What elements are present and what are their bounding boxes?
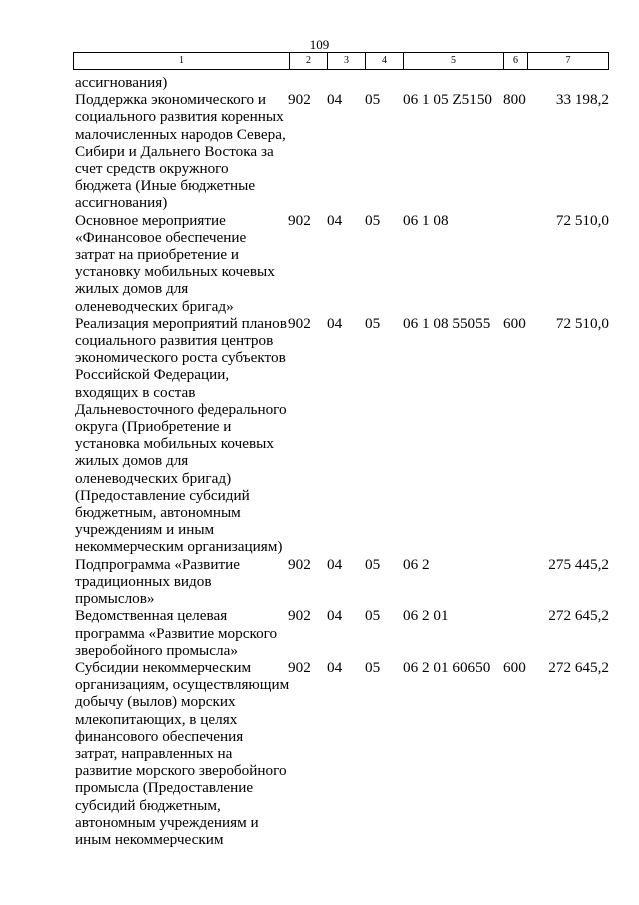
row-code-5: 06 2 01 <box>403 607 449 625</box>
row-code-2: 902 <box>288 211 311 229</box>
table-row <box>0 212 639 315</box>
column-header-6: 6 <box>503 53 527 69</box>
table-row <box>0 74 639 91</box>
row-code-4: 05 <box>365 314 381 332</box>
row-code-3: 04 <box>327 314 343 332</box>
row-code-5: 06 1 05 Z5150 <box>403 91 493 109</box>
row-code-3: 04 <box>327 607 343 625</box>
page-number: 109 <box>309 37 330 52</box>
row-code-4: 05 <box>365 555 381 573</box>
row-code-5: 06 2 01 60650 <box>403 658 491 676</box>
row-code-3: 04 <box>327 91 343 109</box>
row-name: Поддержка экономического и социального развития коренных малочисленных народов Севера, Сибири и Дальнего Востока за счет средств окружного бюджета (Иные бюджетные ассигнования) <box>75 91 286 212</box>
column-header-4: 4 <box>365 53 403 69</box>
column-header-1: 1 <box>179 55 184 66</box>
row-code-4: 05 <box>365 211 381 229</box>
row-code-6: 800 <box>503 91 526 109</box>
table-header <box>73 52 609 70</box>
row-code-4: 05 <box>365 658 381 676</box>
row-code-5: 06 2 <box>403 555 430 573</box>
row-code-4: 05 <box>365 607 381 625</box>
row-code-3: 04 <box>327 658 343 676</box>
row-code-2: 902 <box>288 658 311 676</box>
row-code-3: 04 <box>327 555 343 573</box>
row-amount: 272 645,2 <box>548 658 609 676</box>
column-header-7: 7 <box>527 53 608 69</box>
table-row <box>0 91 639 211</box>
row-code-3: 04 <box>327 211 343 229</box>
row-name: Ведомственная целевая программа «Развитие морского зверобойного промысла» <box>75 607 278 659</box>
row-name: Подпрограмма «Развитие традиционных видов промыслов» <box>75 555 240 608</box>
row-amount: 33 198,2 <box>555 91 609 109</box>
row-amount: 275 445,2 <box>548 555 609 573</box>
table-row <box>0 659 639 848</box>
row-amount: 272 645,2 <box>548 607 609 625</box>
column-header-2: 2 <box>289 53 327 69</box>
column-header-5: 5 <box>403 53 503 69</box>
row-amount: 72 510,0 <box>555 211 609 229</box>
table-row <box>0 315 639 556</box>
row-name: Реализация мероприятий планов социального развития центров экономического роста субъектов Российской Федерации, входящих в состав Дальневосточного федерального округа (Приобретение и установка мобильных кочевых жилых домов для оленеводческих бригад) (Предоставление субсидий бюджетным, автономным учреждениям и иным некоммерческим организациям) <box>75 314 287 556</box>
row-amount: 72 510,0 <box>555 314 609 332</box>
table-row <box>0 607 639 659</box>
row-name: Субсидии некоммерческим организациям, осуществляющим добычу (вылов) морских млекопитающих, в целях финансового обеспечения затрат, направленных на развитие морского зверобойного промысла (Предоставление субсидий бюджетным, автономным учреждениям и иным некоммерческим <box>75 658 290 848</box>
row-code-2: 902 <box>288 91 311 109</box>
row-code-2: 902 <box>288 607 311 625</box>
row-code-4: 05 <box>365 91 381 109</box>
table-body <box>0 74 639 848</box>
column-header-3: 3 <box>327 53 365 69</box>
row-code-6: 600 <box>503 314 526 332</box>
row-code-6: 600 <box>503 658 526 676</box>
row-code-2: 902 <box>288 555 311 573</box>
row-code-5: 06 1 08 55055 <box>403 314 491 332</box>
row-name: ассигнования) <box>75 74 168 91</box>
row-code-2: 902 <box>288 314 311 332</box>
row-name: Основное мероприятие «Финансовое обеспечение затрат на приобретение и установку мобильных кочевых жилых домов для оленеводческих бригад» <box>75 211 275 315</box>
table-row <box>0 556 639 608</box>
row-code-5: 06 1 08 <box>403 211 449 229</box>
